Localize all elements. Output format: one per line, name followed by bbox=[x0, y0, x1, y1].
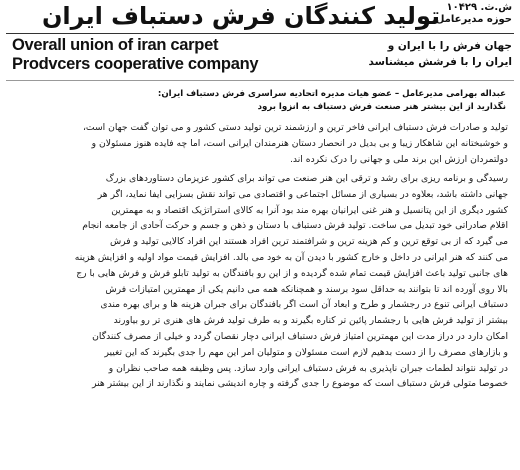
document-title: تولید کنندگان فرش دستباف ایران bbox=[41, 2, 440, 30]
body-paragraph-1 bbox=[14, 120, 508, 167]
company-english-line-1: Overall union of iran carpet bbox=[12, 36, 219, 54]
reference-number: ش.ث. ۱۰۴۲۹ bbox=[446, 2, 512, 13]
paragraph-line: می کنند که هنر ایرانی در داخل و خارج کشور با دیدن آن به خود می بالد. افزایش قیمت مواد اولیه و افزایش هزینه bbox=[74, 251, 508, 263]
company-english-name bbox=[12, 36, 342, 74]
office-label: حوزه مدیرعامل bbox=[435, 14, 512, 25]
paragraph-line: رسیدگی و برنامه ریزی برای رشد و ترقی این هنر صنعت می تواند برای کشور عزیزمان دستاوردهای بزرگ bbox=[105, 173, 508, 184]
paragraph-line: خصوصا متولی فرش دستباف است که موضوع را جدی گرفته و چاره اندیشی نمایند و نگذارند از این بیشتر هنر bbox=[92, 378, 508, 390]
paragraph-line: دستباف ایرانی تنوع در رجشمار و طرح و ابعاد آن است اگر بافندگان برای جبران هزینه ها و برای بهره مندی bbox=[100, 299, 508, 311]
paragraph-line: امکان دارد در دراز مدت این مهمترین امتیاز فرش دستباف ایرانی دچار نقصان گردد و خیلی از مصرف کنندگان bbox=[92, 330, 508, 342]
tagline-line-1: جهان فرش را با ایران و bbox=[387, 40, 512, 52]
intro-line-1: عبداله بهرامی مدیرعامل – عضو هیات مدیره اتحادیه سراسری فرش دستباف ایران: bbox=[157, 89, 506, 99]
company-tagline bbox=[337, 38, 512, 70]
header-divider bbox=[6, 33, 514, 34]
paragraph-line: بیشتر از تولید فرش هایی با رجشمار پائین تر کناره بگیرند و به طرف تولید فرش های هنری تر رو بیاورند bbox=[113, 315, 508, 327]
paragraph-line: بالا روی آورده اند تا بتوانند به حداقل سود برسند و همچنانکه همه می دانیم یکی از مهمترین امتیازات فرش bbox=[105, 283, 508, 295]
paragraph-line: جهانی داشته باشد، بعلاوه در بسیاری از مسائل اجتماعی و اقتصادی می تواند نقش بسزایی ایفا نماید، اگر هر bbox=[97, 188, 508, 200]
paragraph-line: و بازارهای مصرف را از دست بدهیم لازم است مسئولان و متولیان امر این مهم را جدی بگیرند که این تغییر bbox=[104, 346, 508, 358]
paragraph-line: تولید و صادرات فرش دستباف ایرانی فاخر ترین و ارزشمند ترین تولید دستی کشور و می توان گفت جهان است، bbox=[82, 122, 508, 133]
intro-block bbox=[26, 88, 506, 114]
intro-line-2: نگذارید از این بیشتر هنر صنعت فرش دستباف به انزوا برود bbox=[257, 102, 506, 112]
tagline-line-2: ایران را با فرشش میشناسد bbox=[368, 56, 512, 68]
paragraph-line: های جانبی تولید باعث افزایش قیمت تمام شده گردیده و از این رو بافندگان به تولید تابلو فرش و فرش هایی با رج bbox=[76, 267, 508, 279]
company-english-line-2: Prodvcers cooperative company bbox=[12, 55, 259, 73]
paragraph-line: می گیرد که از بی توقع ترین و کم هزینه ترین و شرافتمند ترین افراد هستند این افراد کالایی تولید و فرش bbox=[109, 236, 508, 248]
body-paragraph-2 bbox=[14, 171, 508, 392]
paragraph-line: کشور دیگری از این پتانسیل و هنر غنی ایرانیان بهره مند بود آنرا به کالای استراتژیک اقتصاد و به مهمترین bbox=[111, 204, 508, 216]
paragraph-line: در تولید نتواند لطمات جبران ناپذیری به فرش دستباف ایرانی وارد سازد. پس وظیفه همه صاحب نظران و bbox=[108, 362, 508, 374]
paragraph-line: دولتمردان ارزش این برند ملی و جهانی را درک نکرده اند. bbox=[289, 153, 508, 165]
header-reference bbox=[436, 2, 512, 26]
paragraph-line: و خوشبختانه این شاهکار زیبا و بی بدیل در انحصار دستان هنرمندان ایرانی است، اما چه فایده هنوز مسئولان و bbox=[91, 137, 508, 149]
paragraph-line: اقلام صادراتی خود تبدیل می ساخت. تولید فرش دستباف با دستان و ذهن و جسم و حرکت آحادی از جامعه انجام bbox=[82, 220, 508, 232]
section-divider bbox=[6, 80, 514, 81]
